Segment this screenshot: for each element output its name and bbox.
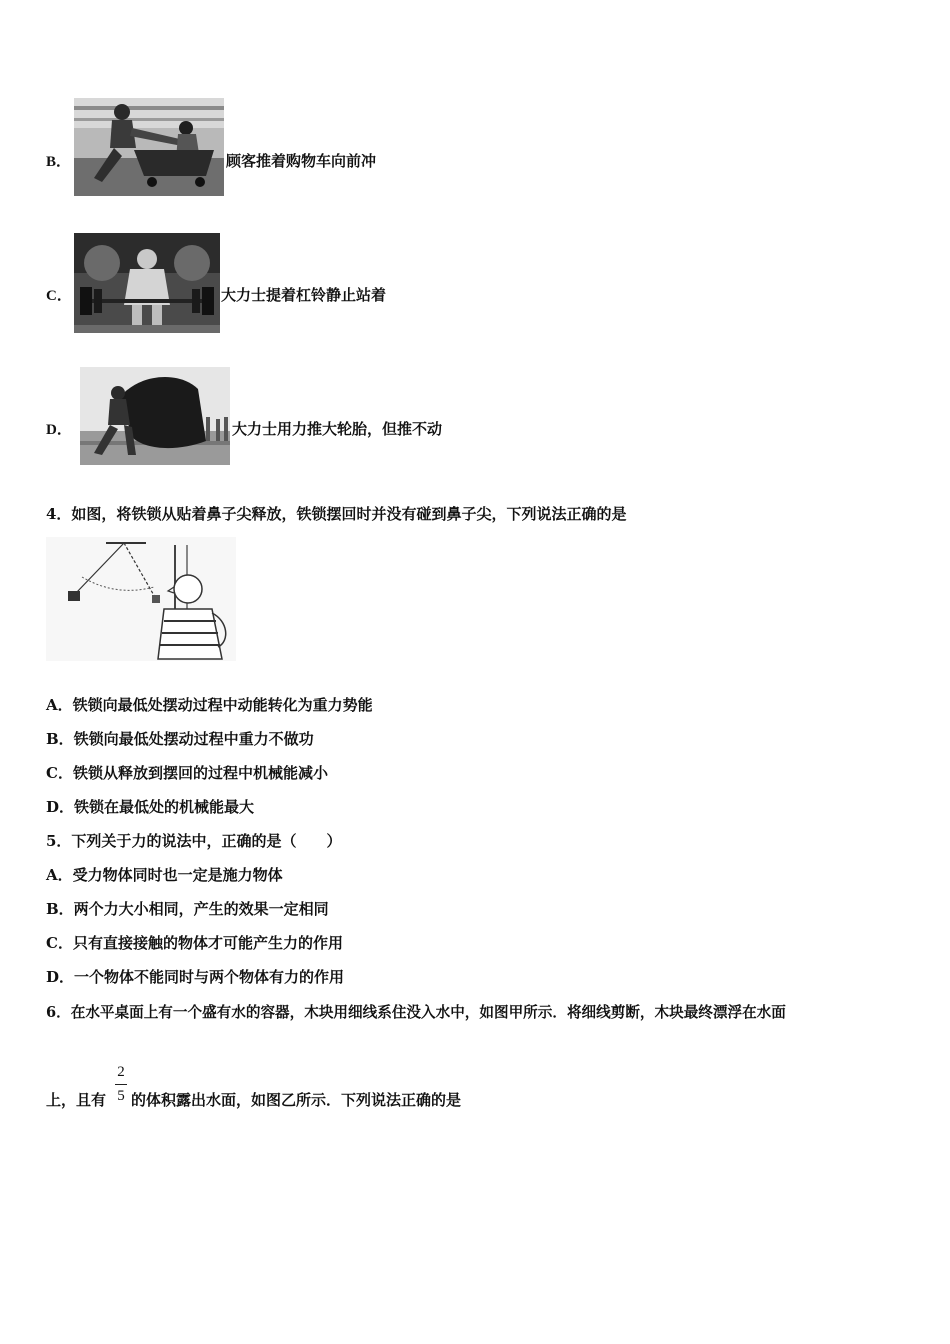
option-c-caption: 大力士提着杠铃静止站着 (221, 286, 387, 304)
option-d-caption: 大力士用力推大轮胎，但推不动 (232, 420, 443, 438)
question-5-option-d: D．一个物体不能同时与两个物体有力的作用 (46, 968, 345, 986)
question-4-option-d: D．铁锁在最低处的机械能最大 (46, 798, 255, 816)
option-b-caption: 顾客推着购物车向前冲 (226, 152, 377, 170)
fraction-numerator: 2 (117, 1064, 125, 1080)
question-5-option-b: B．两个力大小相同，产生的效果一定相同 (46, 900, 329, 918)
tire-push-photo (80, 367, 230, 465)
pendulum-lock-illustration (46, 537, 236, 661)
shopping-cart-photo (74, 98, 224, 196)
fraction-two-fifths (114, 1064, 128, 1112)
question-5-option-c: C．只有直接接触的物体才可能产生力的作用 (46, 934, 343, 952)
question-6-line-2-prefix: 上，且有 (46, 1091, 107, 1109)
question-6-line-1: 6．在水平桌面上有一个盛有水的容器，木块用细线系住没入水中，如图甲所示．将细线剪断，木块最终漂浮在水面 (46, 1004, 786, 1021)
option-letter: B． (46, 154, 72, 170)
question-4-option-b: B．铁锁向最低处摆动过程中重力不做功 (46, 730, 314, 748)
option-letter: D． (46, 422, 72, 438)
question-4-option-a: A．铁锁向最低处摆动过程中动能转化为重力势能 (46, 696, 373, 714)
fraction-denominator: 5 (117, 1088, 125, 1104)
question-6-line-2-suffix: 的体积露出水面，如图乙所示．下列说法正确的是 (131, 1091, 462, 1109)
weightlifter-photo (74, 233, 220, 333)
option-c-row (46, 284, 72, 305)
option-letter: C． (46, 288, 72, 304)
option-d-row (46, 418, 72, 439)
question-5-stem: 5．下列关于力的说法中，正确的是（ ） (46, 832, 342, 850)
option-b-row (46, 150, 71, 171)
question-4-option-c: C．铁锁从释放到摆回的过程中机械能减小 (46, 764, 328, 782)
fraction-bar (115, 1084, 127, 1085)
question-4-stem: 4．如图，将铁锁从贴着鼻子尖释放，铁锁摆回时并没有碰到鼻子尖，下列说法正确的是 (46, 505, 627, 523)
question-5-option-a: A．受力物体同时也一定是施力物体 (46, 866, 283, 884)
